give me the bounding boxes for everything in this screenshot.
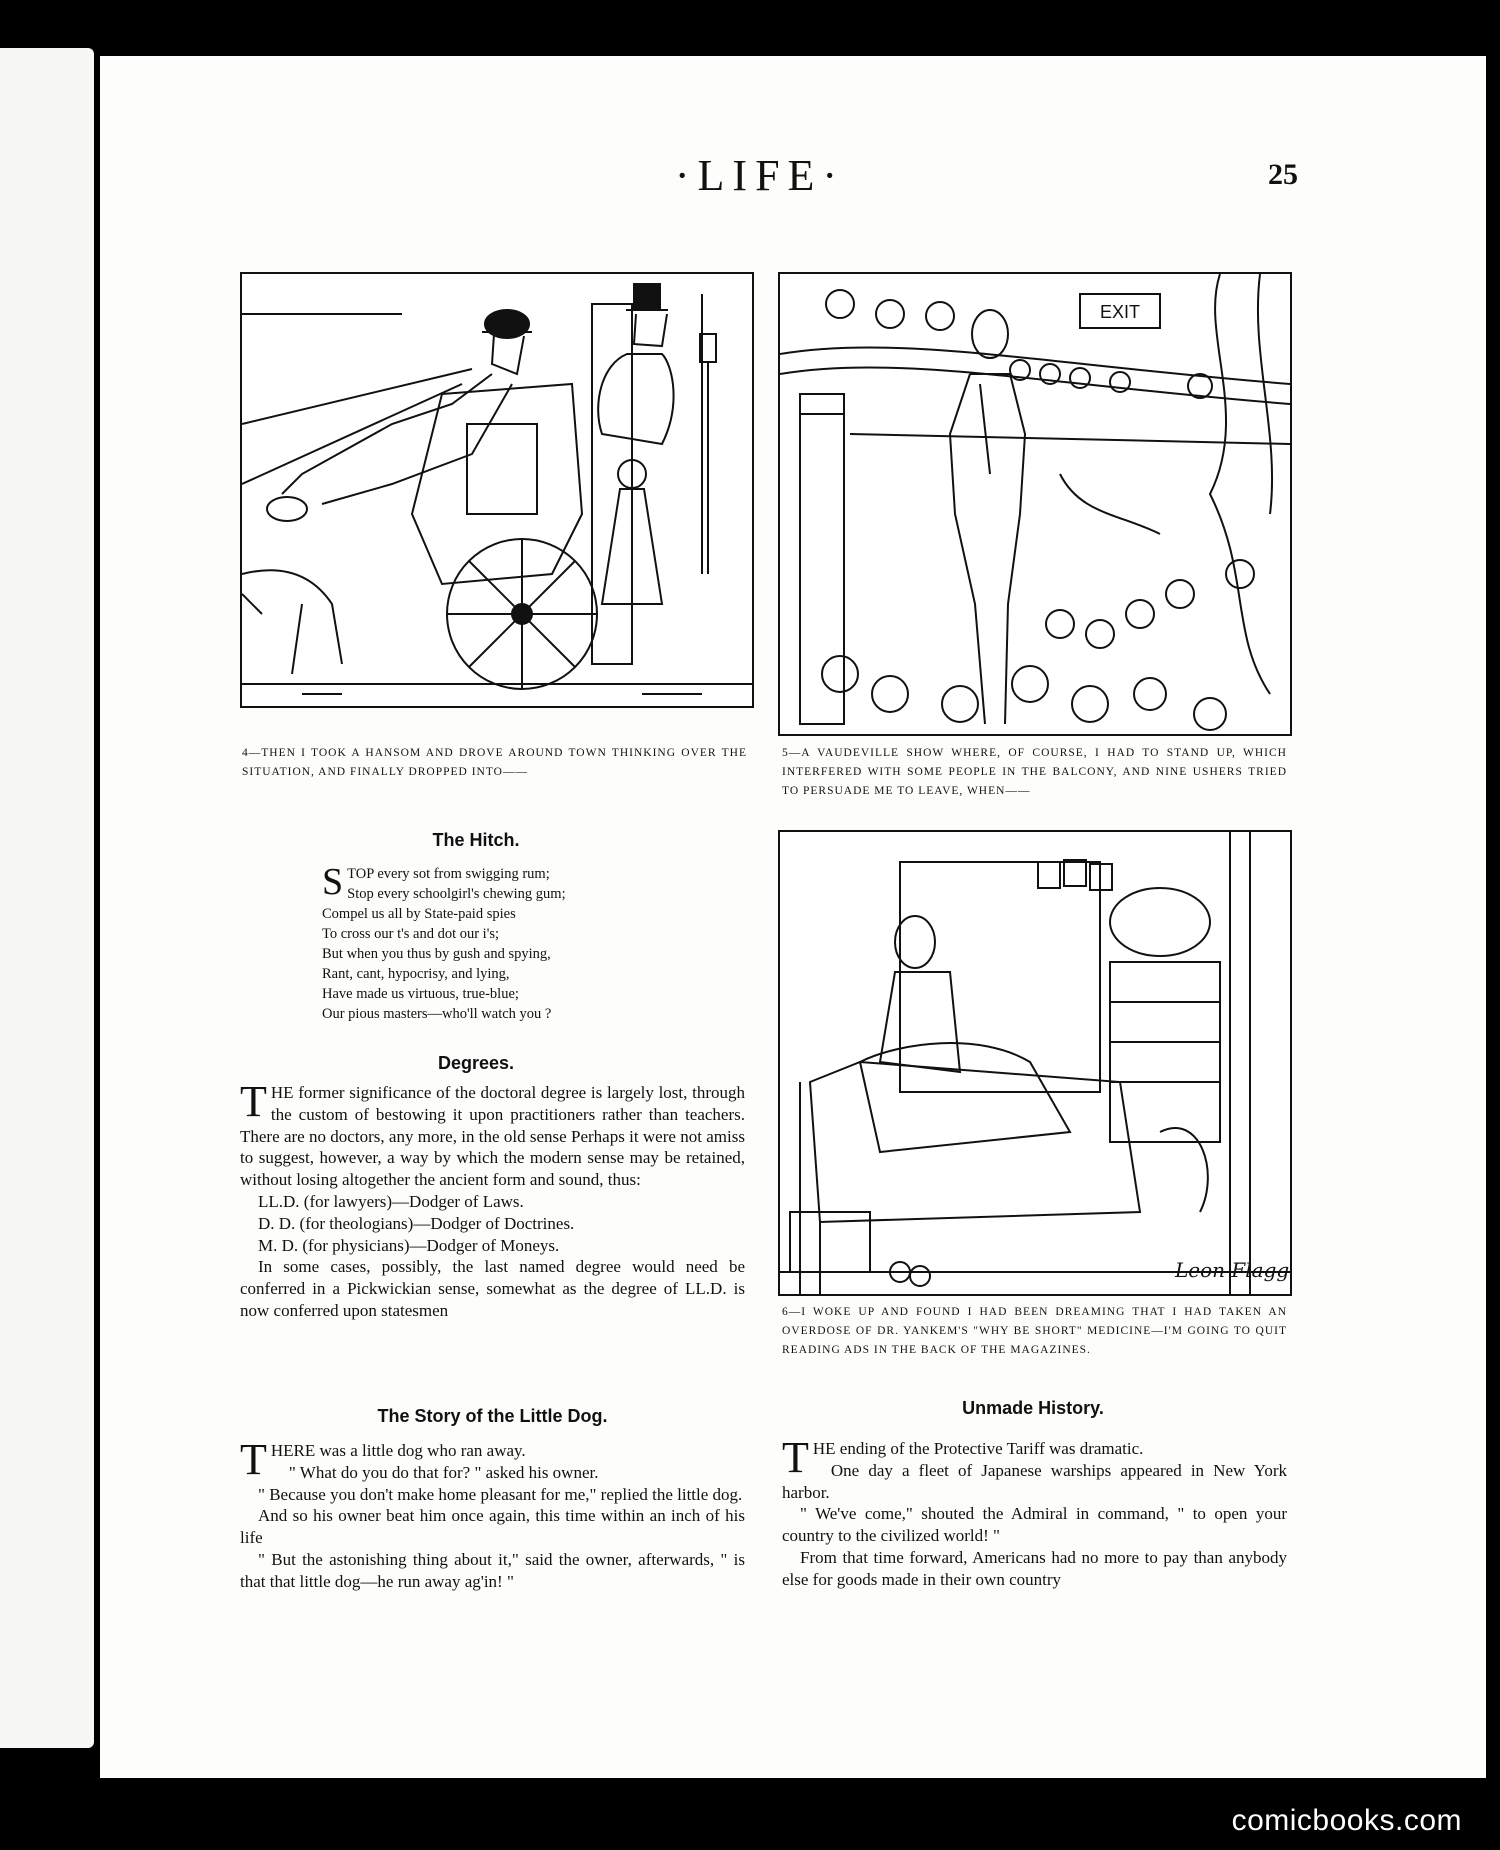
poem-line: Rant, cant, hypocrisy, and lying, [322,966,510,982]
panel-bedroom-illustration [778,830,1292,1296]
little-dog-paragraph: " What do you do that for? " asked his owner. [288,1462,599,1482]
artist-signature: Leon Flagg [1175,1258,1290,1282]
little-dog-paragraph: HERE was a little dog who ran away. [270,1441,526,1460]
little-dog-dropcap: T [240,1435,267,1484]
little-dog-paragraph: " Because you don't make home pleasant for me," replied the little dog. [258,1484,743,1504]
degree-item: D. D. (for theologians)—Dodger of Doctrines. [258,1213,575,1233]
degrees-article [240,1077,745,1322]
panel-vaudeville-illustration [778,272,1292,736]
unmade-history-paragraph: HE ending of the Protective Tariff was dramatic. [812,1439,1144,1458]
poem-line: TOP every sot from swigging rum; [347,866,550,882]
unmade-history-dropcap: T [782,1433,809,1482]
site-watermark: comicbooks.com [1231,1804,1462,1837]
unmade-history-paragraph: From that time forward, Americans had no more to pay than anybody else for goods made in their own country [782,1547,1287,1589]
degree-item: M. D. (for physicians)—Dodger of Moneys. [258,1235,560,1255]
poem-line: Stop every schoolgirl's chewing gum; [347,886,566,902]
hitch-poem [322,861,652,1024]
hitch-title: The Hitch. [432,830,520,850]
panel-bedroom-caption: 6—I WOKE UP AND FOUND I HAD BEEN DREAMING THAT I HAD TAKEN AN OVERDOSE OF DR. YANKEM'S "WHY BE SHORT" MEDICINE—I'M GOING TO QUIT READING ADS IN THE BACK OF THE MAGAZINES. [782,1306,1287,1356]
degrees-dropcap: T [240,1077,267,1126]
degree-item: LL.D. (for lawyers)—Dodger of Laws. [258,1191,524,1211]
page-number: 25 [1268,158,1298,191]
panel-hansom-illustration [240,272,754,708]
unmade-history-paragraph: " We've come," shouted the Admiral in command, " to open your country to the civilized world! " [782,1504,1287,1546]
panel-hansom-caption: 4—THEN I TOOK A HANSOM AND DROVE AROUND TOWN THINKING OVER THE SITUATION, AND FINALLY DROPPED INTO—— [242,747,747,778]
hansom-drawing [242,274,752,706]
poem-line: Have made us virtuous, true-blue; [322,986,519,1002]
degrees-paragraph: In some cases, possibly, the last named degree would need be conferred in a Pickwickian sense, somewhat as the degree of LL.D. is now conferred upon statesmen [240,1257,745,1320]
poem-line: Compel us all by State-paid spies [322,906,516,922]
exit-sign-text: EXIT [1099,302,1141,322]
poem-line: Our pious masters—who'll watch you ? [322,1006,552,1022]
unmade-history-article [782,1433,1287,1591]
panel-vaudeville-caption: 5—A VAUDEVILLE SHOW WHERE, OF COURSE, I HAD TO STAND UP, WHICH INTERFERED WITH SOME PEOPLE IN THE BALCONY, AND NINE USHERS TRIED TO PERSUADE ME TO LEAVE, WHEN—— [782,747,1287,797]
facing-page-edge [0,48,94,1748]
unmade-history-paragraph: One day a fleet of Japanese warships appeared in New York harbor. [782,1460,1287,1502]
unmade-history-title: Unmade History. [962,1398,1104,1418]
poem-line: But when you thus by gush and spying, [322,946,551,962]
bedroom-drawing [780,832,1290,1294]
degrees-title: Degrees. [437,1053,515,1073]
little-dog-title: The Story of the Little Dog. [377,1406,608,1426]
degrees-paragraph: HE former significance of the doctoral degree is largely lost, through the custom of bestowing it upon practitioners rather than teachers. There are no doctors, any more, in the old sense Perhaps it were not amiss to suggest, however, a way by which the modern sense may be retained, without losing altogether the ancient form and sound, thus: [240,1083,745,1190]
poem-line: To cross our t's and dot our i's; [322,926,499,942]
masthead: ·LIFE· [674,151,846,200]
little-dog-article [240,1435,745,1593]
little-dog-paragraph: " But the astonishing thing about it," said the owner, afterwards, " is that that little dog—he run away ag'in! " [240,1549,745,1591]
little-dog-paragraph: And so his owner beat him once again, this time within an inch of his life [240,1506,745,1548]
vaudeville-drawing [780,274,1290,734]
hitch-dropcap: S [322,861,344,903]
